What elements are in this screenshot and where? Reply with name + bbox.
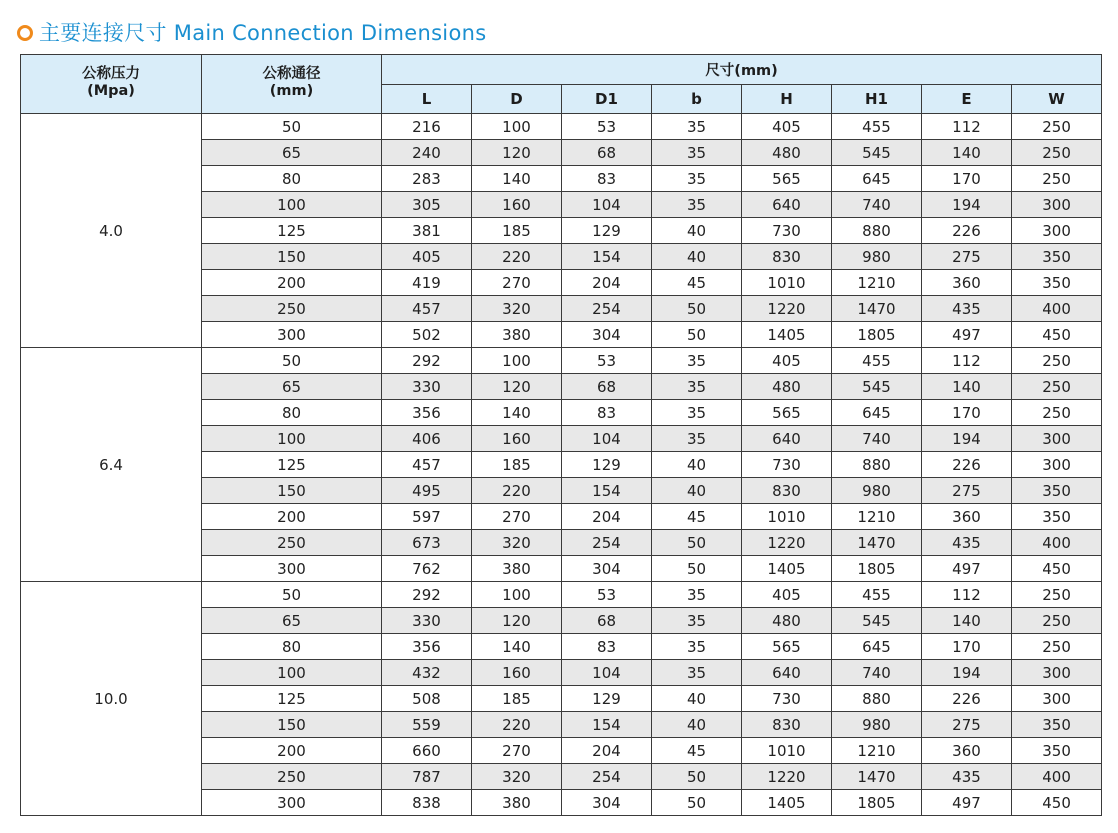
dimension-cell: 1220 <box>742 764 832 790</box>
dimension-cell: 545 <box>832 374 922 400</box>
dimension-cell: 730 <box>742 218 832 244</box>
dimension-cell: 226 <box>922 686 1012 712</box>
dimension-cell: 502 <box>382 322 472 348</box>
dimension-cell: 730 <box>742 686 832 712</box>
dimension-cell: 457 <box>382 452 472 478</box>
dimension-cell: 254 <box>562 764 652 790</box>
dimension-cell: 435 <box>922 296 1012 322</box>
table-row <box>21 348 1102 374</box>
column-header-b: b <box>652 85 742 114</box>
header-nominal-diameter <box>202 55 382 114</box>
nominal-diameter-cell: 300 <box>202 556 382 582</box>
dimension-cell: 380 <box>472 790 562 816</box>
dimension-cell: 100 <box>472 582 562 608</box>
dimension-cell: 645 <box>832 166 922 192</box>
dimension-cell: 565 <box>742 166 832 192</box>
header-pressure-unit: (Mpa) <box>87 83 135 99</box>
dimension-cell: 275 <box>922 712 1012 738</box>
dimension-cell: 1470 <box>832 764 922 790</box>
dimension-cell: 83 <box>562 166 652 192</box>
nominal-diameter-cell: 200 <box>202 270 382 296</box>
dimension-cell: 400 <box>1012 296 1102 322</box>
nominal-diameter-cell: 80 <box>202 400 382 426</box>
dimension-cell: 1405 <box>742 556 832 582</box>
dimension-cell: 250 <box>1012 348 1102 374</box>
pressure-group <box>21 348 1102 582</box>
dimension-cell: 40 <box>652 712 742 738</box>
dimension-cell: 1010 <box>742 270 832 296</box>
nominal-diameter-cell: 250 <box>202 296 382 322</box>
dimension-cell: 35 <box>652 140 742 166</box>
dimension-cell: 1805 <box>832 556 922 582</box>
nominal-pressure-cell: 10.0 <box>21 582 202 816</box>
section-title-text: 主要连接尺寸 Main Connection Dimensions <box>39 21 487 45</box>
dimension-cell: 673 <box>382 530 472 556</box>
dimension-cell: 320 <box>472 296 562 322</box>
dimension-cell: 104 <box>562 426 652 452</box>
dimension-cell: 292 <box>382 582 472 608</box>
nominal-diameter-cell: 125 <box>202 452 382 478</box>
dimension-cell: 545 <box>832 608 922 634</box>
dimension-cell: 129 <box>562 218 652 244</box>
dimension-cell: 250 <box>1012 114 1102 140</box>
dimension-cell: 304 <box>562 322 652 348</box>
header-nominal-pressure <box>21 55 202 114</box>
dimension-cell: 300 <box>1012 452 1102 478</box>
dimension-cell: 100 <box>472 348 562 374</box>
dimension-cell: 1220 <box>742 296 832 322</box>
dimension-cell: 68 <box>562 374 652 400</box>
dimension-cell: 250 <box>1012 374 1102 400</box>
dimension-cell: 405 <box>742 582 832 608</box>
dimension-cell: 129 <box>562 452 652 478</box>
dimension-cell: 45 <box>652 270 742 296</box>
dimension-cell: 640 <box>742 660 832 686</box>
column-header-h: H <box>742 85 832 114</box>
dimension-cell: 68 <box>562 140 652 166</box>
dimension-cell: 350 <box>1012 270 1102 296</box>
dimension-cell: 880 <box>832 686 922 712</box>
dimension-cell: 360 <box>922 270 1012 296</box>
dimension-cell: 1210 <box>832 270 922 296</box>
dimension-cell: 597 <box>382 504 472 530</box>
dimension-cell: 356 <box>382 634 472 660</box>
dimension-cell: 300 <box>1012 218 1102 244</box>
dimension-cell: 204 <box>562 738 652 764</box>
dimension-cell: 120 <box>472 374 562 400</box>
dimension-cell: 283 <box>382 166 472 192</box>
dimension-cell: 35 <box>652 608 742 634</box>
dimensions-table <box>20 54 1102 816</box>
dimension-cell: 270 <box>472 738 562 764</box>
dimension-cell: 545 <box>832 140 922 166</box>
dimension-cell: 50 <box>652 296 742 322</box>
dimension-cell: 275 <box>922 478 1012 504</box>
dimension-cell: 1805 <box>832 322 922 348</box>
dimension-cell: 381 <box>382 218 472 244</box>
dimension-cell: 194 <box>922 426 1012 452</box>
dimension-cell: 226 <box>922 218 1012 244</box>
dimension-cell: 220 <box>472 478 562 504</box>
dimension-cell: 1470 <box>832 530 922 556</box>
dimension-cell: 740 <box>832 660 922 686</box>
column-header-d: D <box>472 85 562 114</box>
dimension-cell: 480 <box>742 140 832 166</box>
dimension-cell: 112 <box>922 582 1012 608</box>
dimension-cell: 254 <box>562 530 652 556</box>
dimension-cell: 356 <box>382 400 472 426</box>
header-pressure-label: 公称压力 <box>82 66 140 82</box>
nominal-diameter-cell: 300 <box>202 322 382 348</box>
dimension-cell: 204 <box>562 504 652 530</box>
dimension-cell: 185 <box>472 686 562 712</box>
nominal-diameter-cell: 200 <box>202 738 382 764</box>
nominal-diameter-cell: 65 <box>202 140 382 166</box>
dimension-cell: 457 <box>382 296 472 322</box>
dimension-cell: 350 <box>1012 712 1102 738</box>
dimension-cell: 194 <box>922 192 1012 218</box>
dimension-cell: 405 <box>382 244 472 270</box>
dimension-cell: 40 <box>652 686 742 712</box>
dimension-cell: 405 <box>742 114 832 140</box>
dimension-cell: 740 <box>832 426 922 452</box>
dimension-cell: 304 <box>562 556 652 582</box>
dimension-cell: 830 <box>742 244 832 270</box>
dimension-cell: 432 <box>382 660 472 686</box>
dimension-cell: 730 <box>742 452 832 478</box>
nominal-diameter-cell: 65 <box>202 608 382 634</box>
dimension-cell: 270 <box>472 270 562 296</box>
header-sizes: 尺寸(mm) <box>382 55 1102 85</box>
dimension-cell: 50 <box>652 556 742 582</box>
dimension-cell: 35 <box>652 166 742 192</box>
nominal-diameter-cell: 200 <box>202 504 382 530</box>
dimension-cell: 35 <box>652 660 742 686</box>
dimension-cell: 120 <box>472 608 562 634</box>
dimension-cell: 50 <box>652 530 742 556</box>
dimension-cell: 559 <box>382 712 472 738</box>
dimension-cell: 350 <box>1012 244 1102 270</box>
pressure-group <box>21 114 1102 348</box>
dimension-cell: 120 <box>472 140 562 166</box>
circle-bullet-icon <box>17 25 33 41</box>
dimension-cell: 980 <box>832 244 922 270</box>
dimension-cell: 40 <box>652 452 742 478</box>
dimension-cell: 250 <box>1012 634 1102 660</box>
dimension-cell: 250 <box>1012 582 1102 608</box>
dimension-cell: 140 <box>922 374 1012 400</box>
dimension-cell: 497 <box>922 322 1012 348</box>
dimension-cell: 154 <box>562 244 652 270</box>
dimension-cell: 455 <box>832 348 922 374</box>
dimension-cell: 53 <box>562 114 652 140</box>
dimension-cell: 350 <box>1012 504 1102 530</box>
nominal-diameter-cell: 150 <box>202 478 382 504</box>
dimension-cell: 1010 <box>742 738 832 764</box>
pressure-group <box>21 582 1102 816</box>
dimension-cell: 140 <box>922 140 1012 166</box>
dimension-cell: 320 <box>472 530 562 556</box>
dimension-cell: 320 <box>472 764 562 790</box>
nominal-diameter-cell: 150 <box>202 244 382 270</box>
dimension-cell: 35 <box>652 192 742 218</box>
dimension-cell: 40 <box>652 478 742 504</box>
dimension-cell: 300 <box>1012 192 1102 218</box>
dimension-cell: 1470 <box>832 296 922 322</box>
dimension-cell: 40 <box>652 218 742 244</box>
dimension-cell: 160 <box>472 426 562 452</box>
dimension-cell: 787 <box>382 764 472 790</box>
dimension-cell: 112 <box>922 114 1012 140</box>
nominal-diameter-cell: 100 <box>202 660 382 686</box>
dimension-cell: 185 <box>472 452 562 478</box>
column-header-e: E <box>922 85 1012 114</box>
dimension-cell: 497 <box>922 556 1012 582</box>
dimension-cell: 185 <box>472 218 562 244</box>
header-diameter-unit: (mm) <box>269 83 314 99</box>
nominal-diameter-cell: 80 <box>202 634 382 660</box>
nominal-diameter-cell: 250 <box>202 530 382 556</box>
header-diameter-label: 公称通径 <box>262 66 321 82</box>
dimension-cell: 1405 <box>742 790 832 816</box>
dimension-cell: 497 <box>922 790 1012 816</box>
dimension-cell: 250 <box>1012 166 1102 192</box>
nominal-diameter-cell: 50 <box>202 114 382 140</box>
dimension-cell: 83 <box>562 634 652 660</box>
dimension-cell: 40 <box>652 244 742 270</box>
dimension-cell: 250 <box>1012 140 1102 166</box>
dimension-cell: 83 <box>562 400 652 426</box>
dimension-cell: 455 <box>832 582 922 608</box>
dimension-cell: 300 <box>1012 660 1102 686</box>
dimension-cell: 762 <box>382 556 472 582</box>
dimension-cell: 300 <box>1012 686 1102 712</box>
dimension-cell: 1220 <box>742 530 832 556</box>
dimension-cell: 450 <box>1012 790 1102 816</box>
nominal-diameter-cell: 125 <box>202 686 382 712</box>
dimension-cell: 140 <box>922 608 1012 634</box>
dimension-cell: 1210 <box>832 738 922 764</box>
dimension-cell: 565 <box>742 634 832 660</box>
column-header-d1: D1 <box>562 85 652 114</box>
nominal-diameter-cell: 100 <box>202 192 382 218</box>
nominal-diameter-cell: 80 <box>202 166 382 192</box>
dimension-cell: 292 <box>382 348 472 374</box>
dimension-cell: 330 <box>382 374 472 400</box>
dimension-cell: 53 <box>562 582 652 608</box>
dimension-cell: 406 <box>382 426 472 452</box>
dimension-cell: 160 <box>472 660 562 686</box>
nominal-pressure-cell: 6.4 <box>21 348 202 582</box>
dimension-cell: 220 <box>472 712 562 738</box>
dimension-cell: 154 <box>562 712 652 738</box>
dimension-cell: 35 <box>652 634 742 660</box>
dimension-cell: 380 <box>472 556 562 582</box>
dimension-cell: 35 <box>652 374 742 400</box>
dimension-cell: 360 <box>922 504 1012 530</box>
dimension-cell: 330 <box>382 608 472 634</box>
dimension-cell: 220 <box>472 244 562 270</box>
dimension-cell: 35 <box>652 582 742 608</box>
dimension-cell: 275 <box>922 244 1012 270</box>
dimension-cell: 435 <box>922 764 1012 790</box>
dimension-cell: 204 <box>562 270 652 296</box>
section-title <box>17 17 486 47</box>
dimension-cell: 565 <box>742 400 832 426</box>
nominal-pressure-cell: 4.0 <box>21 114 202 348</box>
nominal-diameter-cell: 50 <box>202 582 382 608</box>
dimension-cell: 35 <box>652 426 742 452</box>
dimension-cell: 1210 <box>832 504 922 530</box>
dimension-cell: 645 <box>832 634 922 660</box>
nominal-diameter-cell: 125 <box>202 218 382 244</box>
dimension-cell: 880 <box>832 452 922 478</box>
dimension-cell: 350 <box>1012 738 1102 764</box>
dimension-cell: 455 <box>832 114 922 140</box>
dimension-cell: 140 <box>472 634 562 660</box>
dimension-cell: 350 <box>1012 478 1102 504</box>
nominal-diameter-cell: 100 <box>202 426 382 452</box>
dimension-cell: 640 <box>742 426 832 452</box>
dimension-cell: 980 <box>832 478 922 504</box>
dimension-cell: 104 <box>562 660 652 686</box>
dimension-cell: 104 <box>562 192 652 218</box>
dimension-cell: 160 <box>472 192 562 218</box>
dimension-cell: 305 <box>382 192 472 218</box>
dimension-cell: 400 <box>1012 530 1102 556</box>
column-header-h1: H1 <box>832 85 922 114</box>
dimension-cell: 400 <box>1012 764 1102 790</box>
dimension-cell: 360 <box>922 738 1012 764</box>
dimension-cell: 45 <box>652 738 742 764</box>
dimension-cell: 480 <box>742 608 832 634</box>
dimension-cell: 68 <box>562 608 652 634</box>
dimension-cell: 35 <box>652 114 742 140</box>
column-header-l: L <box>382 85 472 114</box>
dimension-cell: 300 <box>1012 426 1102 452</box>
dimension-cell: 226 <box>922 452 1012 478</box>
dimension-cell: 35 <box>652 348 742 374</box>
dimension-cell: 194 <box>922 660 1012 686</box>
dimension-cell: 170 <box>922 400 1012 426</box>
dimension-cell: 1805 <box>832 790 922 816</box>
nominal-diameter-cell: 250 <box>202 764 382 790</box>
dimension-cell: 250 <box>1012 608 1102 634</box>
dimension-cell: 45 <box>652 504 742 530</box>
nominal-diameter-cell: 50 <box>202 348 382 374</box>
dimension-cell: 270 <box>472 504 562 530</box>
table-row <box>21 114 1102 140</box>
dimension-cell: 830 <box>742 478 832 504</box>
dimension-cell: 100 <box>472 114 562 140</box>
nominal-diameter-cell: 150 <box>202 712 382 738</box>
dimension-cell: 140 <box>472 400 562 426</box>
dimension-cell: 640 <box>742 192 832 218</box>
dimension-cell: 50 <box>652 790 742 816</box>
dimension-cell: 170 <box>922 634 1012 660</box>
dimension-cell: 216 <box>382 114 472 140</box>
dimension-cell: 480 <box>742 374 832 400</box>
dimension-cell: 240 <box>382 140 472 166</box>
dimension-cell: 380 <box>472 322 562 348</box>
dimension-cell: 450 <box>1012 556 1102 582</box>
dimension-cell: 880 <box>832 218 922 244</box>
dimension-cell: 980 <box>832 712 922 738</box>
dimension-cell: 140 <box>472 166 562 192</box>
dimension-cell: 35 <box>652 400 742 426</box>
dimension-cell: 830 <box>742 712 832 738</box>
dimension-cell: 170 <box>922 166 1012 192</box>
dimension-cell: 53 <box>562 348 652 374</box>
table-row <box>21 582 1102 608</box>
dimension-cell: 740 <box>832 192 922 218</box>
nominal-diameter-cell: 300 <box>202 790 382 816</box>
dimension-cell: 495 <box>382 478 472 504</box>
dimension-cell: 838 <box>382 790 472 816</box>
dimension-cell: 129 <box>562 686 652 712</box>
dimension-cell: 112 <box>922 348 1012 374</box>
dimension-cell: 419 <box>382 270 472 296</box>
dimension-cell: 645 <box>832 400 922 426</box>
dimension-cell: 154 <box>562 478 652 504</box>
column-header-w: W <box>1012 85 1102 114</box>
dimension-cell: 50 <box>652 322 742 348</box>
dimension-cell: 304 <box>562 790 652 816</box>
nominal-diameter-cell: 65 <box>202 374 382 400</box>
dimension-cell: 1010 <box>742 504 832 530</box>
dimension-cell: 405 <box>742 348 832 374</box>
dimension-cell: 254 <box>562 296 652 322</box>
dimension-cell: 508 <box>382 686 472 712</box>
dimension-cell: 660 <box>382 738 472 764</box>
dimension-cell: 435 <box>922 530 1012 556</box>
header-row-top <box>21 55 1102 85</box>
dimension-cell: 250 <box>1012 400 1102 426</box>
dimension-cell: 50 <box>652 764 742 790</box>
dimension-cell: 1405 <box>742 322 832 348</box>
dimension-cell: 450 <box>1012 322 1102 348</box>
